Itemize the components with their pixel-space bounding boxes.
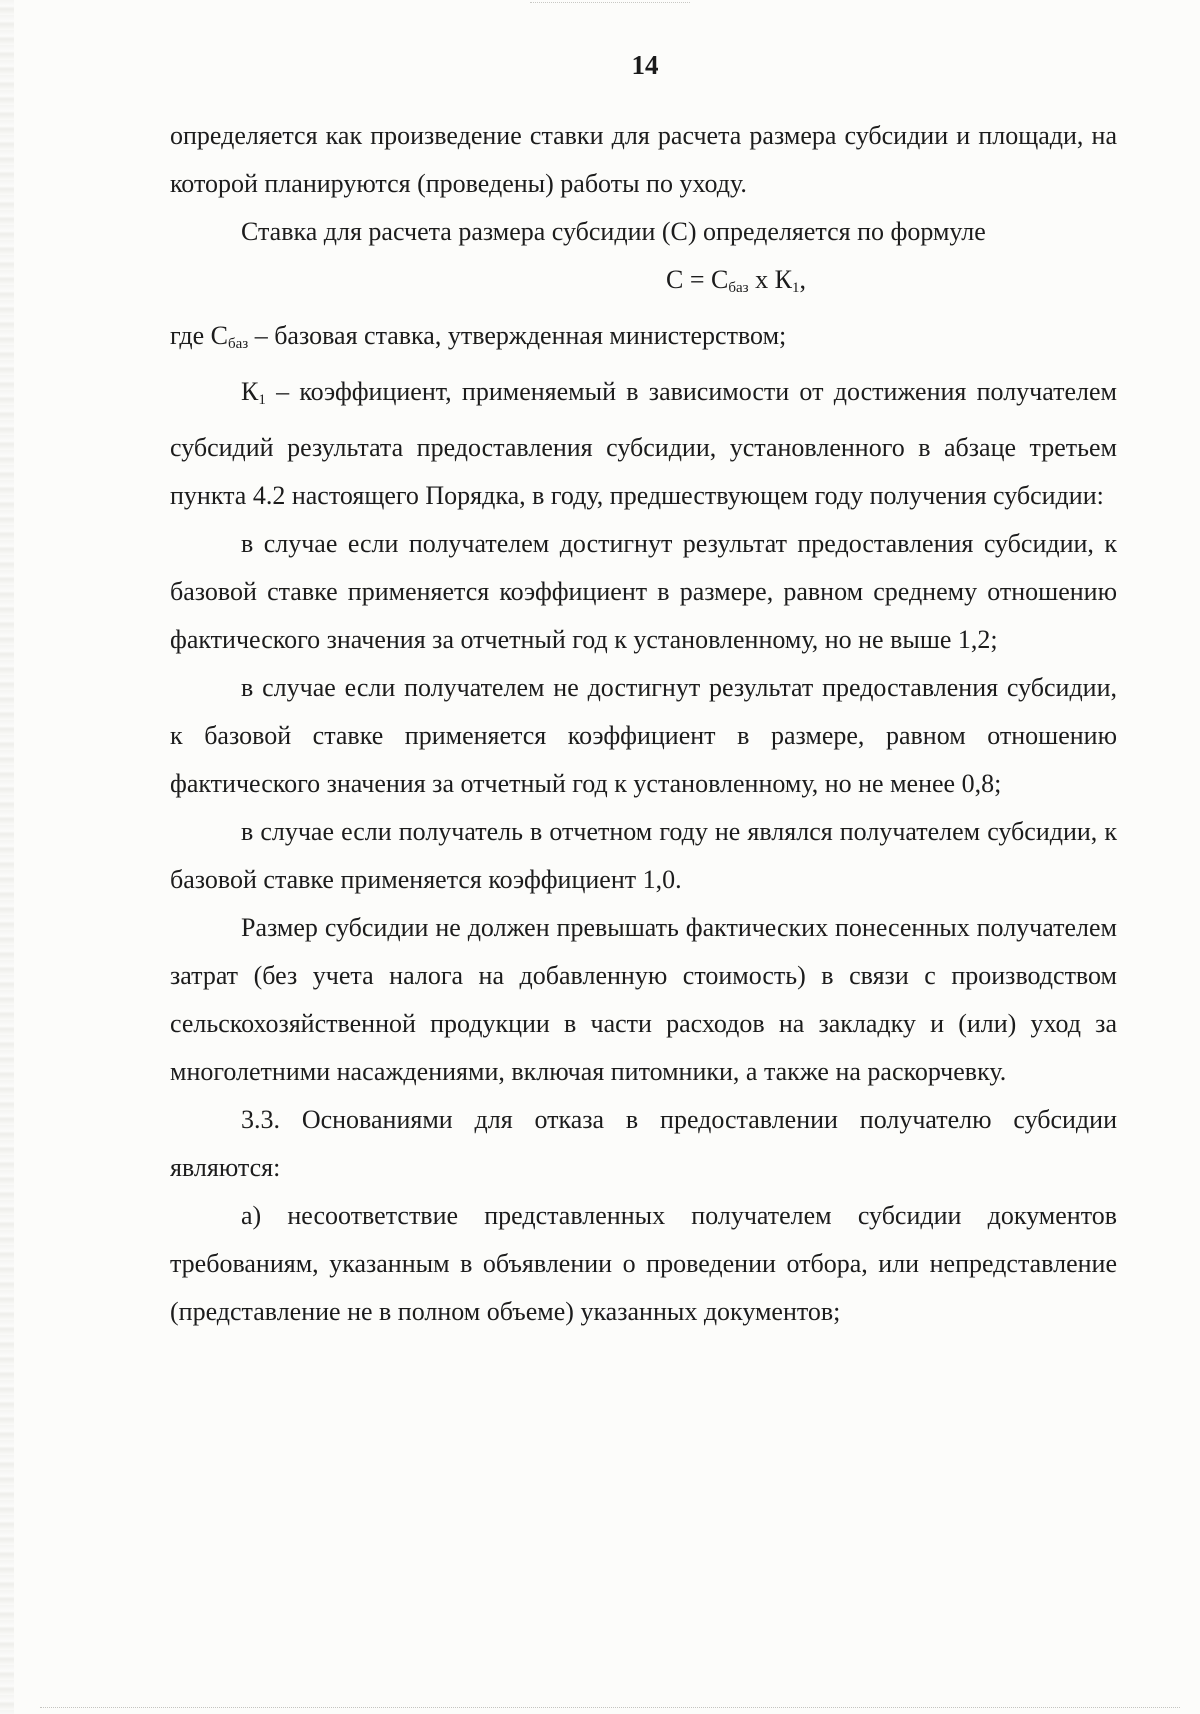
formula-sub-k: 1 [791,280,800,296]
scan-edge-bottom [40,1707,1180,1708]
paragraph-4 [170,368,1117,520]
paragraph-1: определяется как произведение ставки для расчета размера субсидии и площади, на которой планируются (проведены) работы по уходу. [170,121,1117,198]
paragraph-3-rest: – базовая ставка, утвержденная министерством; [248,321,787,350]
document-body [170,112,1117,1336]
paragraph-4-sub: 1 [258,392,266,408]
paragraph-3-sub: баз [227,336,249,352]
paragraph-4-prefix: К [241,377,259,406]
paragraph-5: в случае если получателем достигнут результат предоставления субсидии, к базовой ставке применяется коэффициент в размере, равном среднему отношению фактического значения за отчетный год к установленному, но не выше 1,2; [170,529,1117,654]
paragraph-3 [170,312,1117,368]
paragraph-6: в случае если получателем не достигнут результат предоставления субсидии, к базовой ставке применяется коэффициент в размере, равном отношению фактического значения за отчетный год к установленному, но не менее 0,8; [170,673,1117,798]
paragraph-7: в случае если получатель в отчетном году не являлся получателем субсидии, к базовой ставке применяется коэффициент 1,0. [170,817,1117,894]
paragraph-8: Размер субсидии не должен превышать фактических понесенных получателем затрат (без учета налога на добавленную стоимость) в связи с производством сельскохозяйственной продукции в части расходов на закладку и (или) уход за многолетними насаждениями, включая питомники, а также на раскорчевку. [170,913,1117,1086]
scan-edge-left [0,0,14,1714]
formula-left: С = С [666,265,729,294]
formula-middle: х К [748,265,792,294]
scan-edge-top [530,2,690,3]
paragraph-9: 3.3. Основаниями для отказа в предоставлении получателю субсидии являются: [170,1105,1117,1182]
paragraph-4-rest: – коэффициент, применяемый в зависимости от достижения получателем субсидий результата предоставления субсидии, установленного в абзаце третьем пункта 4.2 настоящего Порядка, в году, предшествующем году получения субсидии: [170,377,1117,510]
paragraph-3-prefix: где С [170,321,228,350]
rate-formula [170,256,1117,312]
formula-sub-base: баз [728,280,749,296]
paragraph-2: Ставка для расчета размера субсидии (С) определяется по формуле [241,217,986,246]
paragraph-10: а) несоответствие представленных получателем субсидии документов требованиям, указанным в объявлении о проведении отбора, или непредставление (представление не в полном объеме) указанных документов; [170,1201,1117,1326]
formula-end: , [799,265,806,294]
page-number: 14 [631,50,659,80]
